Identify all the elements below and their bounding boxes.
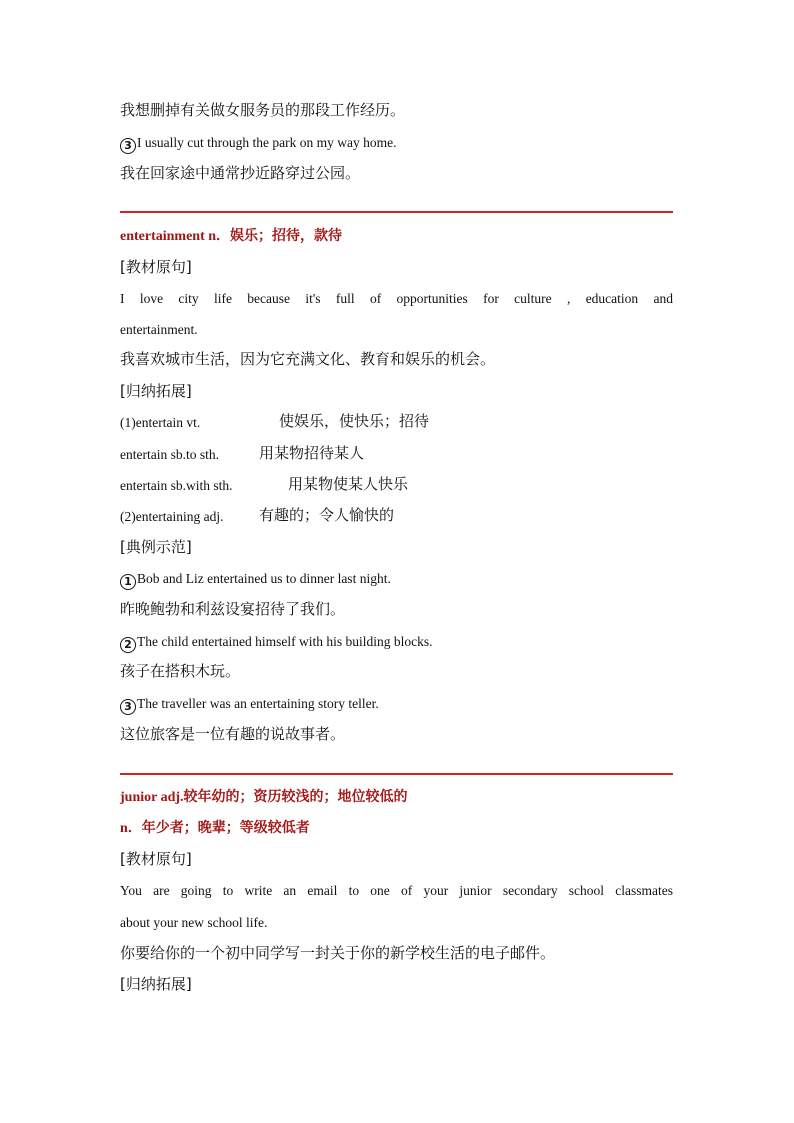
circled-number: 2 <box>120 637 136 653</box>
expand-item-en: entertain sb.to sth. <box>120 447 219 462</box>
entry-heading-junior <box>120 790 408 805</box>
example-en: The traveller was an entertaining story teller. <box>137 696 379 711</box>
example-sentence <box>120 572 391 590</box>
entry-meaning: 年少者；晚辈；等级较低者 <box>141 820 310 836</box>
expand-label: [归纳拓展] <box>120 975 192 993</box>
example-en: The child entertained himself with his building blocks. <box>137 634 433 649</box>
entry-word: entertainment n． <box>120 229 231 244</box>
example-translation: 昨晚鲍勃和利兹设宴招待了我们。 <box>120 600 346 618</box>
text-line: 我想删掉有关做女服务员的那段工作经历。 <box>120 101 406 119</box>
entry-heading-entertainment <box>120 229 342 244</box>
expand-item-cn: 用某物招待某人 <box>259 444 365 462</box>
circled-number: 1 <box>120 574 136 590</box>
expand-item-en: (2)entertaining adj. <box>120 509 224 524</box>
example-label: [典例示范] <box>120 538 192 556</box>
expand-item-en: (1)entertain vt. <box>120 415 201 430</box>
expand-item-en: entertain sb.with sth. <box>120 478 233 493</box>
example-en: I usually cut through the park on my way home. <box>137 135 397 150</box>
entry-heading-junior-noun <box>120 821 310 836</box>
circled-number: 3 <box>120 138 136 154</box>
section-divider <box>120 211 673 213</box>
expand-item-cn: 用某物使某人快乐 <box>288 475 409 493</box>
source-sentence-en: You are going to write an email to one of your junior secondary school classmates <box>120 883 673 898</box>
entry-meaning: 娱乐；招待，款待 <box>230 228 343 244</box>
source-label: [教材原句] <box>120 850 192 868</box>
source-sentence-en-cont: about your new school life. <box>120 915 268 930</box>
entry-word: n． <box>120 821 142 836</box>
source-label: [教材原句] <box>120 258 192 276</box>
example-translation: 这位旅客是一位有趣的说故事者。 <box>120 725 346 743</box>
expand-item-cn: 使娱乐，使快乐；招待 <box>279 412 430 430</box>
example-translation: 我在回家途中通常抄近路穿过公园。 <box>120 164 361 182</box>
entry-meaning: 较年幼的；资历较浅的；地位较低的 <box>183 789 408 805</box>
source-sentence-cn: 我喜欢城市生活，因为它充满文化、教育和娱乐的机会。 <box>120 350 496 368</box>
example-translation: 孩子在搭积木玩。 <box>120 662 241 680</box>
section-divider <box>120 773 673 775</box>
example-sentence <box>120 697 379 715</box>
example-sentence <box>120 635 432 653</box>
example-sentence <box>120 136 396 154</box>
source-sentence-en: I love city life because it's full of opportunities for culture , education and <box>120 291 673 306</box>
source-sentence-cn: 你要给你的一个初中同学写一封关于你的新学校生活的电子邮件。 <box>120 944 556 962</box>
source-sentence-en-cont: entertainment. <box>120 322 198 337</box>
entry-word: junior adj. <box>120 790 184 805</box>
example-en: Bob and Liz entertained us to dinner last night. <box>137 571 391 586</box>
expand-label: [归纳拓展] <box>120 382 192 400</box>
circled-number: 3 <box>120 699 136 715</box>
expand-item-cn: 有趣的；令人愉快的 <box>259 506 395 524</box>
